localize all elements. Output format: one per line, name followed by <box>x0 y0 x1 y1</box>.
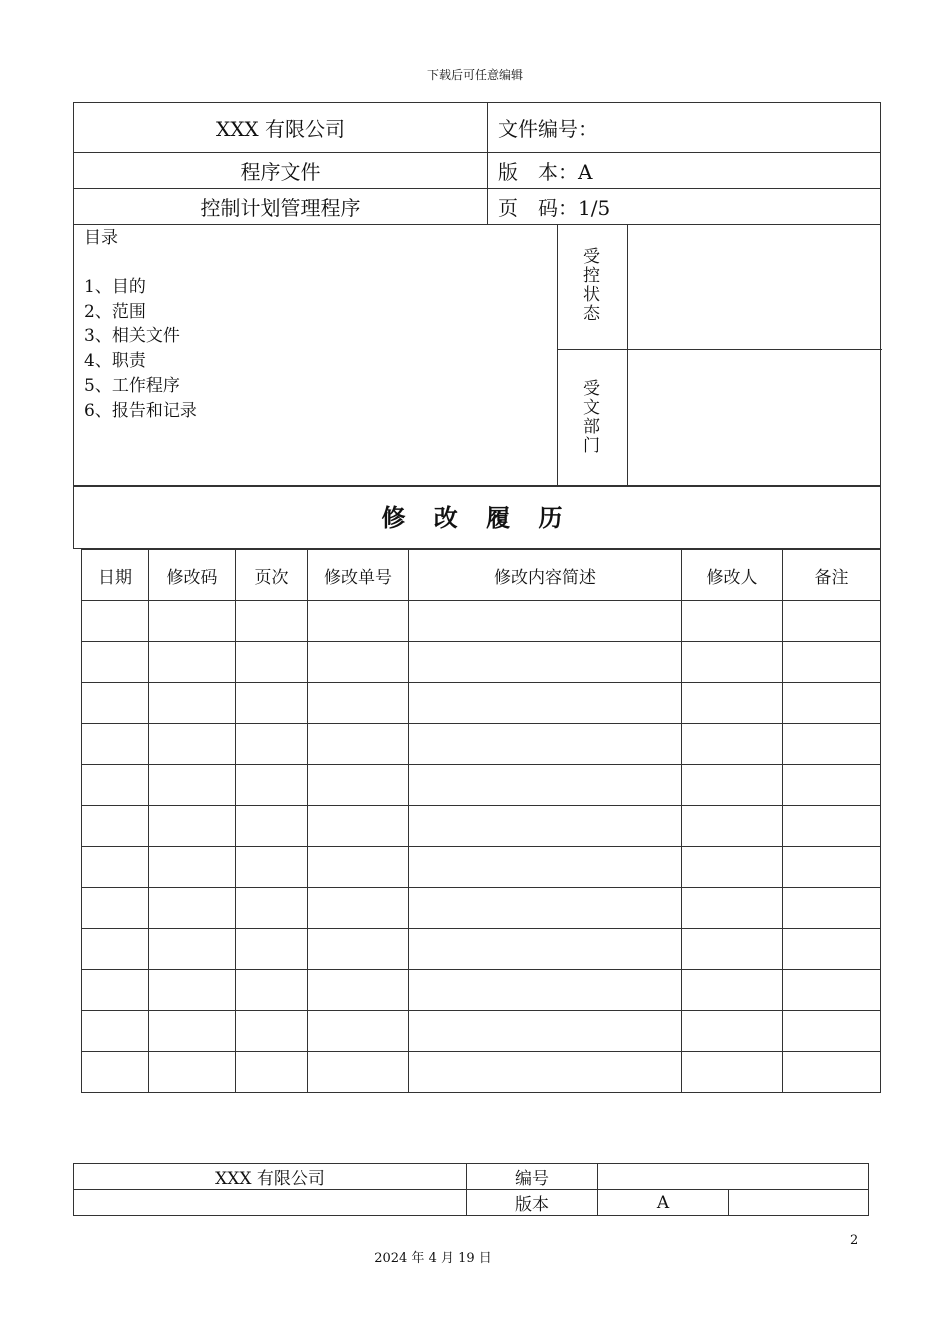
table-row <box>82 1052 881 1093</box>
footer-company: XXX 有限公司 <box>74 1164 467 1190</box>
footer-table <box>73 1163 869 1216</box>
table-row <box>82 929 881 970</box>
toc-item: 1、目的 <box>84 276 146 297</box>
table-row <box>82 847 881 888</box>
table-row <box>82 888 881 929</box>
column-header: 修改人 <box>682 550 783 601</box>
company-name: XXX 有限公司 <box>74 103 488 153</box>
toc-list <box>84 226 197 424</box>
footer-version-value: A <box>598 1190 729 1216</box>
toc-title: 目录 <box>84 228 118 248</box>
column-header: 修改码 <box>149 550 236 601</box>
footer-number-value <box>598 1164 869 1190</box>
table-row <box>82 601 881 642</box>
side-divider <box>557 349 882 350</box>
footer-number-label: 编号 <box>467 1164 598 1190</box>
footer-empty-cell <box>729 1190 869 1216</box>
page-number: 2 <box>850 1233 859 1248</box>
doc-type: 程序文件 <box>74 153 488 189</box>
procedure-name: 控制计划管理程序 <box>74 189 488 225</box>
control-status-label: 受 控 状 态 <box>583 247 600 324</box>
column-header: 日期 <box>82 550 149 601</box>
column-header: 修改单号 <box>308 550 409 601</box>
doc-number-label: 文件编号： <box>488 103 881 153</box>
column-header: 修改内容简述 <box>409 550 682 601</box>
page-label: 页 码：1/5 <box>488 189 881 225</box>
header-note: 下载后可任意编辑 <box>426 68 523 82</box>
table-header-row <box>82 550 881 601</box>
table-row <box>82 724 881 765</box>
document-header-table <box>73 102 881 225</box>
receiving-dept-label: 受 文 部 门 <box>583 379 600 456</box>
table-row <box>82 970 881 1011</box>
toc-item: 6、报告和记录 <box>84 400 197 421</box>
revision-history-table <box>81 549 881 1093</box>
column-header: 备注 <box>783 550 881 601</box>
revision-history-title: 修 改 履 历 <box>73 486 881 549</box>
toc-item: 2、范围 <box>84 301 146 322</box>
version-label: 版 本：A <box>488 153 881 189</box>
toc-section <box>73 224 881 486</box>
footer-version-label: 版本 <box>467 1190 598 1216</box>
toc-item: 3、相关文件 <box>84 326 180 347</box>
table-row <box>82 806 881 847</box>
footer-empty-cell <box>74 1190 467 1216</box>
table-row <box>82 1011 881 1052</box>
column-header: 页次 <box>236 550 308 601</box>
toc-item: 5、工作程序 <box>84 375 180 396</box>
toc-item: 4、职责 <box>84 351 146 372</box>
print-date: 2024 年 4 月 19 日 <box>374 1251 492 1266</box>
table-row <box>82 765 881 806</box>
table-row <box>82 683 881 724</box>
table-row <box>82 642 881 683</box>
